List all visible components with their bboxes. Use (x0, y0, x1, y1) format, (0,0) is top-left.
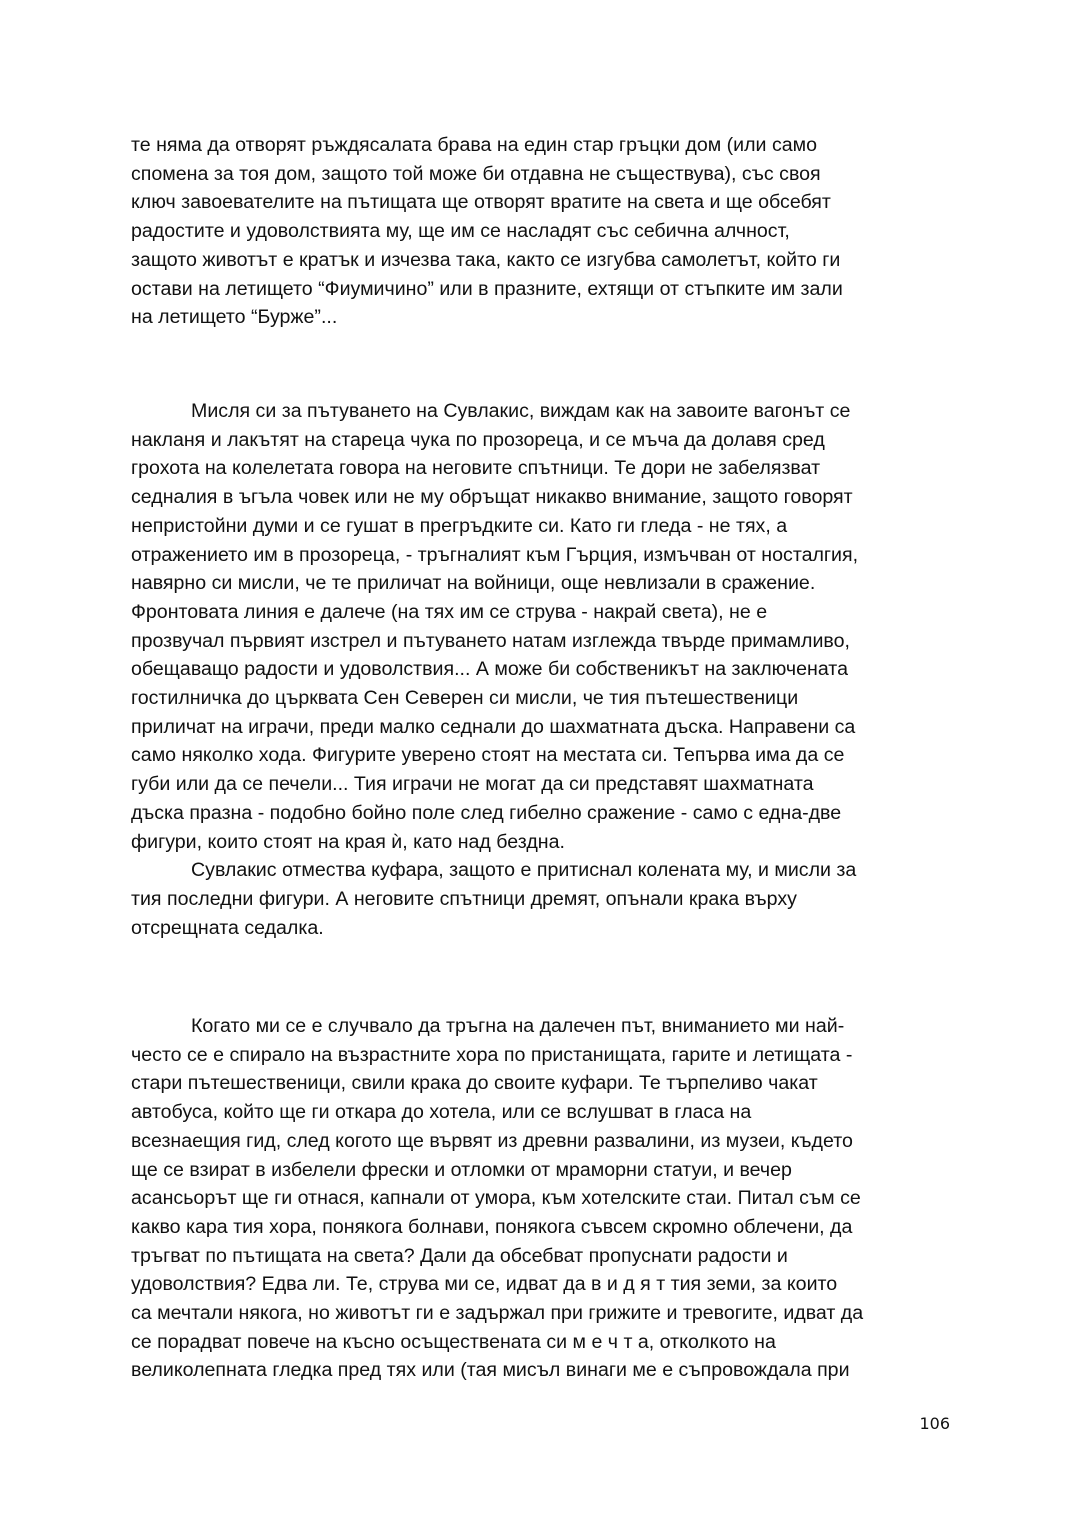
text-line: обещаващо радости и удоволствия... А може би собственикът на заключената (131, 658, 848, 681)
text-line: накланя и лакътят на стареца чука по прозореца, и се мъча да долавя сред (131, 428, 825, 451)
text-line: фигури, които стоят на края ѝ, като над бездна. (131, 830, 565, 853)
text-line: гостилничка до църквата Сен Северен си мисли, че тия пътешественици (131, 687, 799, 710)
text-line: прозвучал първият изстрел и пътуването натам изглежда твърде примамливо, (131, 629, 850, 652)
text-line: отражението им в прозореца, - тръгналият към Гърция, измъчван от носталгия, (131, 543, 859, 566)
text-line: навярно си мисли, че те приличат на войници, още невлизали в сражение. (131, 572, 816, 595)
text-line: често се е спирало на възрастните хора по пристанищата, гарите и летищата - (131, 1043, 853, 1066)
text-line: защото животът е кратък и изчезва така, както се изгубва самолетът, който ги (131, 248, 841, 271)
text-line: какво кара тия хора, понякога болнави, понякога съвсем скромно облечени, да (131, 1215, 853, 1238)
page-number: 106 (919, 1414, 950, 1433)
text-line: всезнаещия гид, след когото ще вървят из древни развалини, из музеи, където (131, 1129, 853, 1152)
text-line: ще се взират в избелели фрески и отломки от мраморни статуи, и вечер (131, 1158, 792, 1181)
text-line: Фронтовата линия е далече (на тях им се струва - накрай света), не е (131, 600, 768, 623)
text-line: Когато ми се е случвало да тръгна на далечен път, вниманието ми най- (191, 1015, 845, 1037)
text-line: те няма да отворят ръждясалата брава на един стар гръцки дом (или само (131, 134, 818, 156)
text-line: ключ завоевателите на пътищата ще отворят вратите на света и ще обсебят (131, 191, 831, 214)
text-line: стари пътешественици, свили крака до своите куфари. Те търпеливо чакат (131, 1072, 818, 1095)
text-line: автобуса, който ще ги откара до хотела, или се вслушват в гласа на (131, 1101, 752, 1124)
text-line: асансьорът ще ги отнася, капнали от умора, към хотелските стаи. Питал съм се (131, 1187, 861, 1210)
text-line: великолепната гледка пред тях или (тая мисъл винаги ме е съпровождала при (131, 1359, 850, 1382)
text-line: непристойни думи и се гушат в прегръдките си. Като ги гледа - не тях, а (131, 514, 788, 537)
text-line: Мисля си за пътуването на Сувлакис, виждам как на завоите вагонът се (191, 400, 851, 422)
text-line: радостите и удоволствията му, ще им се насладят със себична алчност, (131, 220, 790, 243)
text-line: приличат на играчи, преди малко седнали до шахматната дъска. Направени са (131, 715, 856, 738)
text-line: Сувлакис отмества куфара, защото е притиснал колената му, и мисли за (191, 859, 857, 882)
paragraph-souvlakis-journey (131, 397, 961, 942)
text-line: отсрещната седалка. (131, 916, 324, 939)
text-line: дъска празна - подобно бойно поле след гибелно сражение - само с една-две (131, 801, 842, 824)
text-line: тия последни фигури. А неговите спътници дремят, опънали крака върху (131, 887, 797, 910)
text-line: спомена за тоя дом, защото той може би отдавна не съществува), със своя (131, 162, 821, 185)
text-line: тръгват по пътищата на света? Дали да обсебват пропуснати радости и (131, 1244, 788, 1267)
paragraph-continuation (131, 131, 961, 332)
text-line: седналия в ъгъла човек или не му обръщат никакво внимание, защото говорят (131, 486, 853, 509)
text-line: губи или да се печели... Тия играчи не могат да си представят шахматната (131, 773, 814, 796)
text-line: са мечтали някога, но животът ги е задържал при грижите и тревогите, идват да (131, 1302, 864, 1325)
text-line: се порадват повече на късно осъществената си м е ч т а, отколкото на (131, 1330, 776, 1353)
text-line: само няколко хода. Фигурите уверено стоят на местата си. Тепърва има да се (131, 744, 845, 767)
text-line: удоволствия? Едва ли. Те, струва ми се, идват да в и д я т тия земи, за които (131, 1273, 838, 1296)
text-line: остави на летището “Фиумичино” или в празните, ехтящи от стъпките им зали (131, 277, 843, 300)
text-line: на летището “Бурже”... (131, 306, 338, 329)
text-line: грохота на колелетата говора на неговите спътници. Те дори не забелязват (131, 457, 821, 480)
paragraph-old-travellers (131, 1012, 961, 1385)
